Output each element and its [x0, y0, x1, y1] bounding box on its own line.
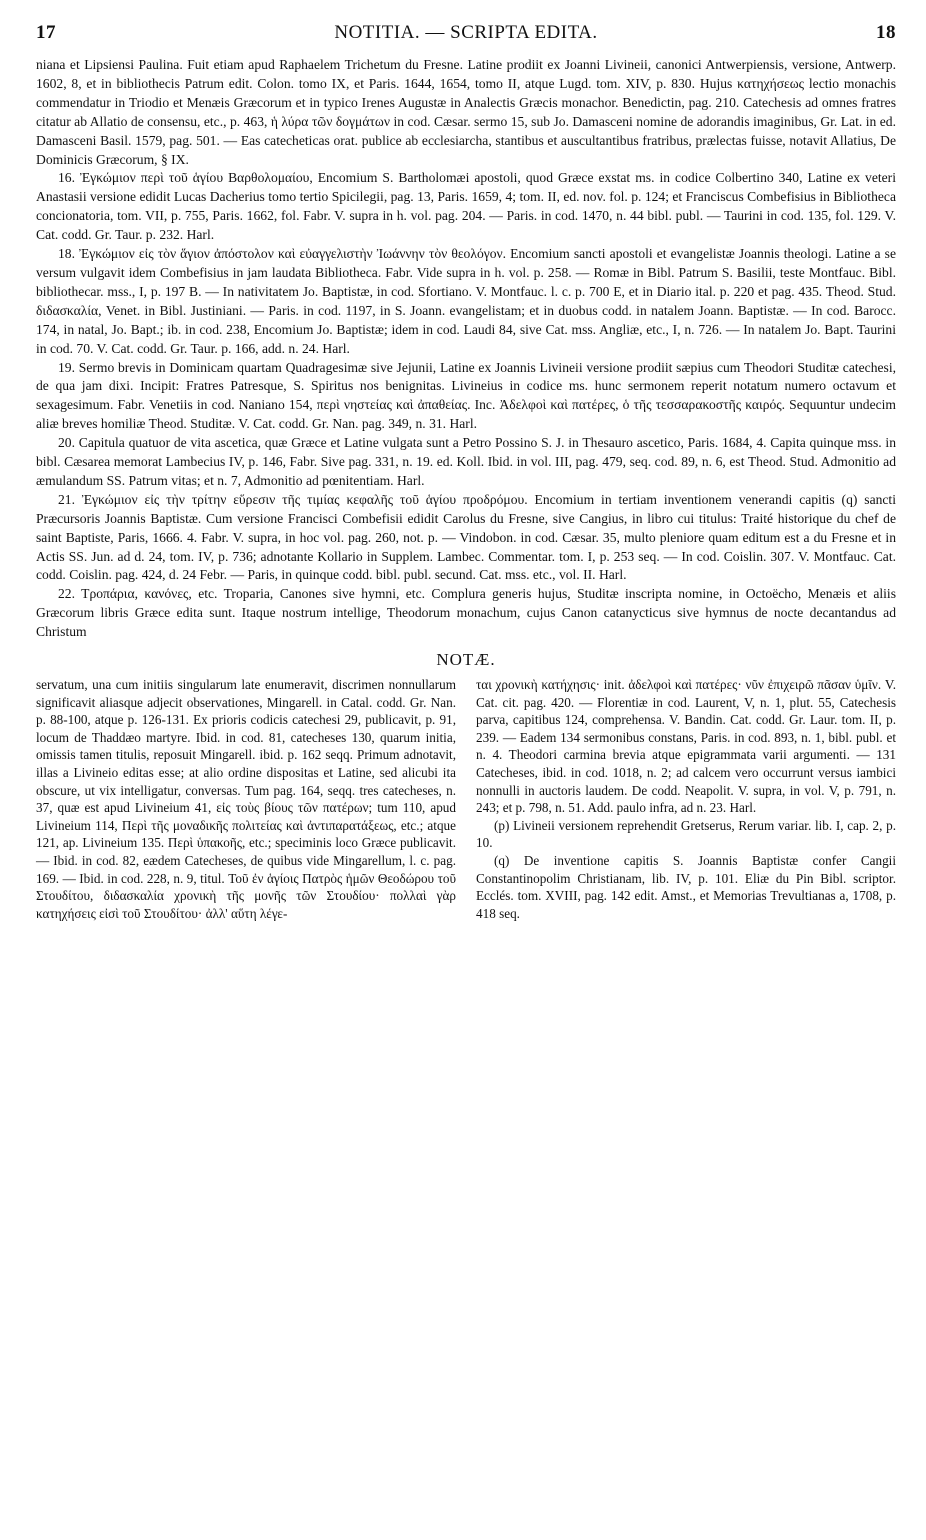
running-title: NOTITIA. — SCRIPTA EDITA. [334, 22, 598, 43]
paragraph-16: 16. Ἐγκώμιον περὶ τοῦ ἁγίου Βαρθολομαίου, Encomium S. Bartholomæi apostoli, quod Græce exstat ms. in codice Colbertino 340, Latine ex veteri Anastasii versione edidit Lucas Dacherius tomo tertio Spicilegii, pag. 13, Paris. 1659, 4; tom. II, ed. nov. fol. p. 124; et Franciscus Combefisius in Bibliotheca concionatoria, tom. VII, p. 755, Paris. 1662, fol. Fabr. V. supra in h. vol. pag. 204. — Paris. in cod. 1470, n. 44 bibl. publ. — Taurini in cod. 135, fol. 129. V. Cat. codd. Gr. Taur. p. 232. Harl. [36, 170, 896, 243]
paragraph-19: 19. Sermo brevis in Dominicam quartam Quadragesimæ sive Jejunii, Latine ex Joannis Livineii versione prodiit sæpius cum Theodori Studitæ catechesi, de qua jam dixi. Incipit: Fratres Patresque, S. Spiritus nos benignitas. Livineius in codice ms. hunc sermonem reperit notatum numero octavum et sexagesimum. Fabr. Venetiis in cod. Naniano 154, περὶ νηστείας καὶ ἀπαθείας. Inc. Ἀδελφοὶ καὶ πατέρες, ὁ τῆς τεσσαρακοστῆς καιρός. Sequuntur undecim aliæ breves homiliæ Theod. Studitæ. V. Cat. codd. Gr. Nan. pag. 349, n. 31. Harl. [36, 359, 896, 432]
notes-section [36, 676, 896, 922]
paragraph-continuation: niana et Lipsiensi Paulina. Fuit etiam apud Raphaelem Trichetum du Fresne. Latine prodiit ex Joanni Livineii, canonici Antwerpiensis, versione, Antwerp. 1602, 8, et in bibliothecis Patrum edit. Colon. tomo IX, et Paris. 1644, 1654, tomo II, atque Lugd. tom. XIV, p. 830. Hujus κατηχήσεως lectio monachis commendatur in Triodio et Menæis Græcorum et in typico Irenes Augustæ in Analectis Græcis monachor. Benedictin, pag. 210. Catechesis ad omnes fratres citatur ab Allatio de consensu, etc., p. 463, ἡ λύρα τῶν δογμάτων in cod. Cæsar. sermo 15, sub Jo. Damasceni nomine de adorandis imaginibus, Gr. Lat. in ed. Damasceni Basil. 1579, pag. 501. — Eas catecheticas orat. publice ab ecclesiarcha, stantibus et auscultantibus fratribus, prælectas fuisse, notavit Allatius, De Dominicis Græcorum, § IX. [36, 57, 896, 167]
right-page-number: 18 [876, 22, 896, 43]
note-q: (q) De inventione capitis S. Joannis Baptistæ confer Cangii Constantinopolim Christianam, lib. IV, p. 101. Eliæ du Pin Bibl. scriptor. Ecclés. tom. XVIII, pag. 142 edit. Amst., et Memorias Trevultianas a, 1708, p. 418 seq. [476, 853, 896, 921]
notes-heading: NOTÆ. [436, 650, 496, 670]
page-header [36, 22, 896, 56]
left-page-number: 17 [36, 22, 56, 43]
paragraph-21: 21. Ἐγκώμιον εἰς τὴν τρίτην εὕρεσιν τῆς τιμίας κεφαλῆς τοῦ ἁγίου προδρόμου. Encomium in tertiam inventionem venerandi capitis (q) sancti Præcursoris Joannis Baptistæ. Cum versione Francisci Combefisii edidit Carolus du Fresne, sive Cangius, in libro cui titulus: Traité historique du chef de saint Baptiste, Paris, 1666. 4. Fabr. V. supra, in hoc vol. pag. 260, not. p. — Vindobon. in cod. Cæsar. 35, multo pleniore quam editum est a du Fresne et in Actis SS. Jun. ad d. 24, tom. IV, p. 736; adnotante Kollario in Supplem. Lambec. Commentar. tom. I, p. 253 seq. — In cod. Coislin. 307. V. Montfauc. Cat. codd. Coislin. pag. 424, d. 24 Febr. — Paris, in quinque codd. bibl. publ. secund. Cat. mss. etc., vol. II. Harl. [36, 491, 896, 583]
note-right-continuation: ται χρονικὴ κατήχησις· init. ἀδελφοὶ καὶ πατέρες· νῦν ἐπιχειρῶ πᾶσαν ὑμῖν. V. Cat. cit. pag. 420. — Florentiæ in cod. Laurent, V, n. 1, plut. 55, Catechesis parva, capitibus 124, comprehensa. V. Bandin. Cat. codd. Gr. Laur. tom. II, p. 239. — Eadem 134 sermonibus constans, Paris. in cod. 893, n. 1, bibl. publ. et n. 4. Theodori carmina brevia atque epigrammata varii argumenti. — 131 Catecheses, ibid. in cod. 1018, n. 2; ad calcem vero occurrunt versus iambici nonnulli in auctoris laudem. De codd. Neapolit. V. supra, in vol. V, p. 791, n. 243; et p. 798, n. 51. Add. paulo infra, ad n. 23. Harl. [476, 677, 896, 816]
paragraph-20: 20. Capitula quatuor de vita ascetica, quæ Græce et Latine vulgata sunt a Petro Possino S. J. in Thesauro ascetico, Paris. 1684, 4. Capita quinque mss. in bibl. Cæsarea memorat Lambecius IV, p. 146, Fabr. Sive pag. 331, n. 19. ed. Koll. Ibid. in vol. III, pag. 479, seq. cod. 89, n. 6, est Theod. Stud. Admonitio ad æmulandum SS. Patrum vitas; et n. 7, Admonitio ad pœnitentiam. Harl. [36, 435, 896, 488]
paragraph-18: 18. Ἐγκώμιον εἰς τὸν ἅγιον ἀπόστολον καὶ εὐαγγελιστὴν Ἰωάννην τὸν θεολόγον. Encomium sancti apostoli et evangelistæ Joannis theologi. Latine a se versum vulgavit idem Combefisius in jam laudata Bibliotheca. Fabr. Vide supra in h. vol. p. 258. — Romæ in Bibl. Patrum S. Basilii, teste Montfauc. Bibl. bibliothecar. mss., I, p. 197 B. — In nativitatem Jo. Baptistæ, in cod. Sfortiano. V. Montfauc. l. c. p. 700 E, et in Diario ital. p. 220 et pag. 435. Theod. Stud. διδασκαλία, Venet. in Bibl. Justiniani. — Paris. in cod. 1197, in S. Joann. evangelistam; et in duobus codd. in natalem Joann. Baptistæ. — In cod. Barocc. 174, in natal, Jo. Bapt.; ib. in cod. 238, Encomium Jo. Baptistæ; idem in cod. Laudi 84, sive Cat. mss. Angliæ, etc., I, n. 726. — In natalem Jo. Bapt. Taurini in cod. 70. V. Cat. codd. Gr. Taur. p. 166, add. n. 24. Harl. [36, 246, 896, 356]
note-left-text: servatum, una cum initiis singularum late enumeravit, discrimen nonnullarum significavit aliasque adjecit observationes, Mingarell. in Catal. codd. Gr. Nan. p. 88-100, atque p. 126-131. Ex prioris codicis catechesi 29, publicavit, p. 91, locum de Thaddæo martyre. Ibid. in cod. 81, catecheses 130, quarum initia, omissis tamen titulis, reposuit Mingarell. ibid. p. 162 seqq. Primum adnotavit, illas a Livineio editas esse; at alio ordine dispositas et Latine, sed alicubi ita obscure, ut vix intelligatur, conversas. Tum pag. 164, seqq. tres catecheses, n. 37, quæ est apud Livineium 41, εἰς τοὺς βίους τῶν πατέρων; tum 110, apud Livineium 114, Περὶ τῆς μοναδικῆς πολιτείας καὶ ἀντιπαρατάξεως, etc.; atque 121, ap. Livineium 135. Περὶ ὑπακοῆς, etc.; speciminis loco Græce publicavit. — Ibid. in cod. 82, eædem Catecheses, de quibus vide Mingarellum, l. c. pag. 169. — Ibid. in cod. 228, n. 9, titul. Τοῦ ἐν ἁγίοις Πατρὸς ἡμῶν Θεοδώρου τοῦ Στουδίτου, διδασκαλία χρονικὴ τῆς μονῆς τῶν Στουδίου· πολλαὶ γὰρ κατηχήσεις εἰσὶ τοῦ Στουδίτου· ἀλλ' αὕτη λέγε- [36, 677, 456, 921]
notes-left-column [36, 676, 456, 922]
main-text [36, 56, 896, 642]
note-p: (p) Livineii versionem reprehendit Gretserus, Rerum variar. lib. I, cap. 2, p. 10. [476, 817, 896, 851]
notes-right-column [476, 676, 896, 922]
paragraph-22: 22. Τροπάρια, κανόνες, etc. Troparia, Canones sive hymni, etc. Complura generis hujus, Studitæ inscripta nomine, in Octoëcho, Menæis et aliis Græcorum libris Græce edita sunt. Itaque nostrum intellige, Theodorum monachum, cujus Canon catanycticus sive hymnus de nocte decantandus ad Christum [36, 586, 896, 640]
